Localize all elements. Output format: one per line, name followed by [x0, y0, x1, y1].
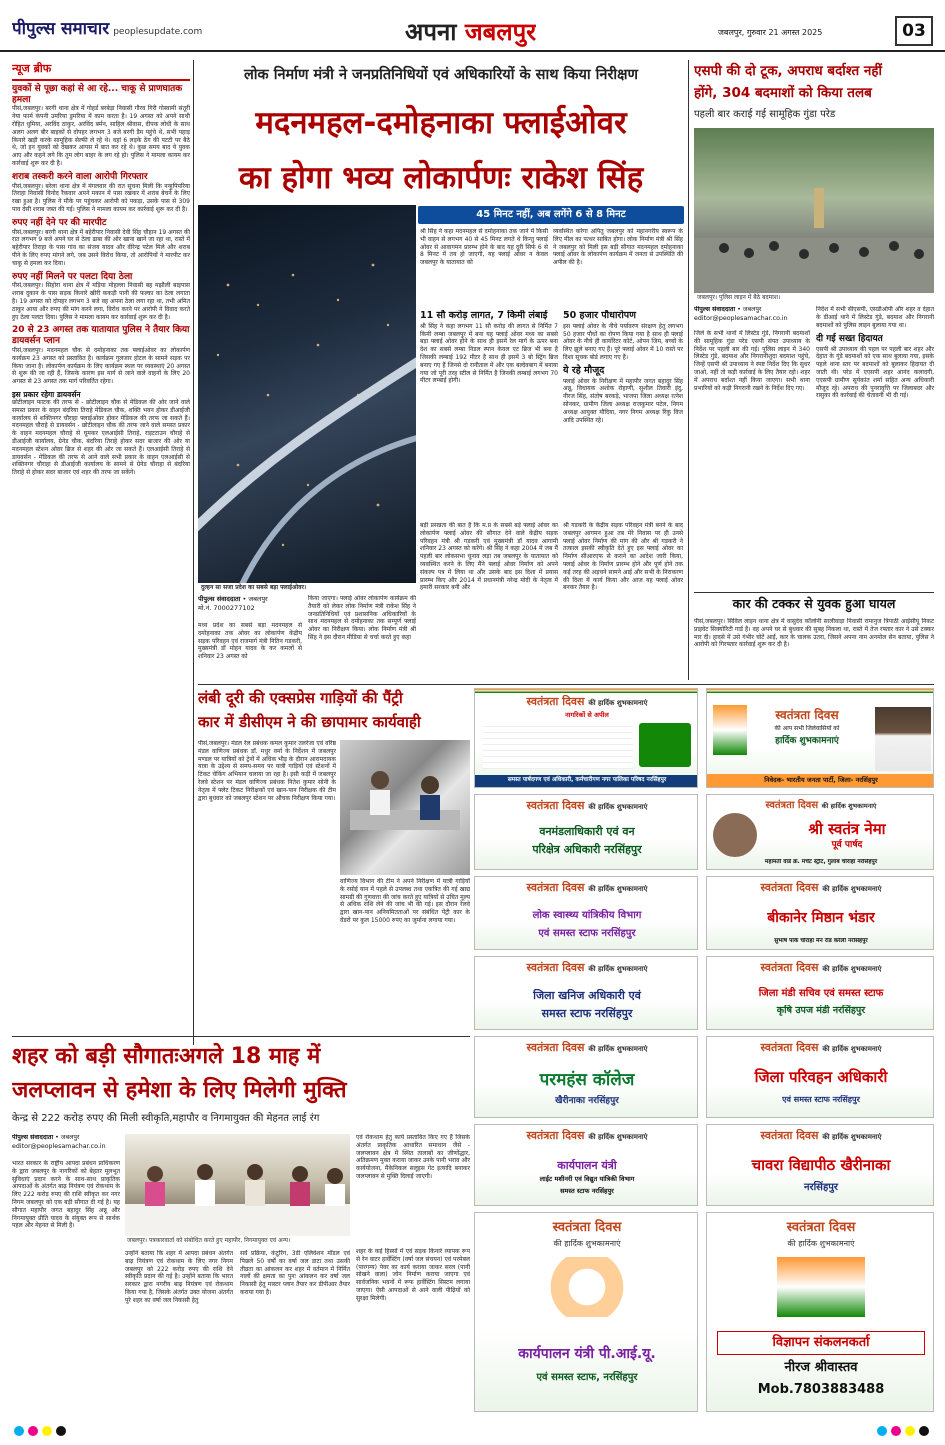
ad14-greeting: की हार्दिक शुभकामनाएं — [787, 1239, 855, 1248]
ad10-greeting: की हार्दिक शुभकामनाएं — [822, 1045, 882, 1053]
ad-swatantra-nema — [706, 794, 934, 870]
ad-mineral — [474, 956, 698, 1030]
ad1-flag-graphic — [639, 723, 691, 767]
column-rule — [688, 60, 689, 680]
lead-byline-city: जबलपुर — [248, 595, 268, 603]
ad14-heading-text: स्वतंत्रता दिवस — [786, 1220, 856, 1235]
ad2-leader-photo — [875, 707, 931, 771]
ad4-footer: महामती वार्ड क्र. मर्चेंट स्ट्रीट, गुलाब चौराहा नरसिंहपुर — [764, 859, 878, 866]
ad8-heading — [711, 961, 931, 976]
ad13-heading-text: स्वतंत्रता दिवस — [552, 1220, 622, 1235]
section-title — [405, 16, 536, 48]
ad1-subtitle: नागरिकों से अपील — [565, 711, 609, 719]
flood-byline: पीपुल्स संवाददाता — [12, 1134, 54, 1141]
ad2-heading: स्वतंत्रता दिवस — [775, 708, 839, 722]
ad14-name: नीरज श्रीवास्तव — [784, 1360, 858, 1375]
lead-intro-2: व्यवस्थित करेगा अपितु जबलपुर को महानगरीय स्वरूप के लिए मील का पत्थर साबित होगा। लोक निर्माण मंत्री श्री सिंह ने जबलपुर को मिली इस बड़ी सौगात मदनमहल दमोहनाका फ्लाई ओवर के लोकार्पण कार्यक्रम में जनता से उपस्थिति की अपील की है। — [553, 228, 683, 267]
ad-rto — [706, 1036, 934, 1118]
brief-3-body: पीसं,जबलपुर। बरगी थाना क्षेत्र में बहेरीपार निवासी देवी सिंह चौहान 19 अगस्त की रात लगभग 9 बजे अपने घर से ठेला ढाबा की ओर खाना खाने जा रहा था, रास्ते में बहेरीपार तिराहा के पास गांव का संजय यादव और वीरेन्द्र पटेल मिले और शराब पीने के लिए रुपए मांगने लगे, जब उसने विरोध किया, तो आरोपियों ने मारपीट कर चाकू से हमला कर दिया। — [12, 228, 190, 267]
black-mark — [56, 1426, 66, 1436]
sp-headline-2: होंगे, 304 बदमाशों को किया तलब — [694, 85, 872, 101]
flood-subhead: केन्द्र से 222 करोड़ रुपए की मिली स्वीकृति,महापौर व निगमायुक्त की मेहनत लाई रंग — [12, 1113, 320, 1124]
ad1-heading-text: स्वतंत्रता दिवस — [526, 695, 585, 708]
ad4-greeting: की हार्दिक शुभकामनाएं — [821, 802, 877, 810]
ad3-heading-text: स्वतंत्रता दिवस — [526, 799, 585, 812]
ad12-greeting: की हार्दिक शुभकामनाएं — [822, 1133, 882, 1141]
ad13-greeting: की हार्दिक शुभकामनाएं — [553, 1239, 621, 1248]
yellow-mark — [905, 1426, 915, 1436]
accident-headline: कार की टक्कर से युवक हुआ घायल — [732, 596, 896, 611]
ad9-place: खैरीनाका नरसिंहपुर — [555, 1096, 619, 1106]
flood-headline-2: जलप्लावन से हमेशा के लिए मिलेगी मुक्ति — [12, 1078, 347, 1103]
ad12-name: चावरा विद्यापीठ खैरीनाका — [751, 1156, 891, 1174]
ad4-name: श्री स्वतंत्र नेमा — [808, 820, 886, 838]
ad13-line1: कार्यपालन यंत्री पी.आई.यू. — [518, 1346, 656, 1362]
ad1-greeting: की हार्दिक शुभकामनाएं — [588, 699, 648, 707]
lead-sub2-head: 50 हजार पौधारोपण — [563, 310, 637, 321]
ad8-line2: कृषि उपज मंडी नरसिंहपुर — [776, 1005, 866, 1016]
section-rule — [198, 684, 934, 685]
sp-subhead: पहली बार कराई गई सामूहिक गुंडा परेड — [694, 109, 836, 120]
registration-marks — [0, 1422, 945, 1445]
parade-illustration — [694, 128, 934, 303]
ad10-line2: एवं समस्त स्टाफ नरसिंहपुर — [782, 1095, 860, 1104]
yellow-mark — [42, 1426, 52, 1436]
ad12-heading — [711, 1129, 931, 1144]
press-illustration — [125, 1134, 350, 1246]
brief-1-head: युवकों से पूछा कहां से आ रहे... चाकू से प्राणघातक हमला — [12, 83, 183, 105]
ad7-greeting: की हार्दिक शुभकामनाएं — [588, 965, 648, 973]
sp-col-b-box — [816, 306, 934, 592]
ad14-title: विज्ञापन संकलनकर्ता — [717, 1331, 925, 1355]
column-rule — [193, 60, 194, 1045]
flood-col-c: सर्वे प्रक्रिया, कंटूरिंग, 3डी एलिवेशन मॉडल एवं पिछले 50 वर्षों का वर्षा जल डाटा तथा उसकी तीव्रता का आंकलन कर शहर में वर्तमान में निर्मित नालों की क्षमता का पुनः आंकलन कर वर्षा जल निकासी हेतु मास्टर प्लान तैयार कर डीपीआर तैयार कराया गया है। — [240, 1250, 350, 1296]
ad7-line2: समस्त स्टाफ नरसिंहपुर — [541, 1007, 633, 1020]
brief-5-head: 20 से 23 अगस्त तक यातायात पुलिस ने तैयार किया डायवर्सन प्लान — [12, 325, 190, 347]
lead-byline: पीपुल्स संवाददाता — [198, 595, 241, 603]
lead-col-a: मध्य प्रदेश का सबसे बड़ा मदनमहल से दमोहनाका तक ओवर का लोकार्पण केंद्रीय सड़क परिवहन एवं राजमार्ग मंत्री नितिन गडकरी, मुख्यमंत्री डॉ मोहन यादव के कर कमलों से शनिवार 23 अगस्त को — [198, 622, 302, 661]
ad-forest — [474, 794, 698, 870]
ad5-heading-text: स्वतंत्रता दिवस — [526, 881, 585, 894]
ad6-greeting: की हार्दिक शुभकामनाएं — [822, 885, 882, 893]
ad5-greeting: की हार्दिक शुभकामनाएं — [588, 885, 648, 893]
flyover-illustration — [198, 205, 416, 593]
brief-2-head: शराब तस्करी करने वाला आरोपी गिरफ्तार — [12, 171, 148, 182]
lead-mobile: मो.नं. 7000277102 — [198, 603, 255, 612]
ad13-emblem — [535, 1257, 639, 1317]
ad8-heading-text: स्वतंत्रता दिवस — [760, 961, 819, 974]
sp-col-b: निर्देश में सभी सीएसपी, एसडीओपी और शहर व देहात के डीआई थाने में लिस्टेड गुंडे, बदमाश और निगरानी बदमाशों को पुलिस लाइन बुलाया गया था। — [816, 306, 934, 329]
lead-byline-box: पीपुल्स संवाददाता • जबलपुर मो.नं. 7000277102 — [198, 595, 268, 612]
lead-sub3-body: फ्लाई ओवर के निरीक्षण में महापौर जगत बहादुर सिंह अन्नू, विधायक अशोक रोहाणी, सुशील तिवारी इंदु, नीरज सिंह, संतोष बरकड़े, भाजपा जिला अध्यक्ष रत्नेश सोनकर, ग्रामीण जिला अध्यक्ष राजकुमार पटेल, निगम अध्यक्ष आयुक्त मौदिया, नगर निगम अध्यक्ष रिंकु विज आदि उपस्थित रहे। — [563, 377, 683, 424]
flood-col-b: उन्होंने बताया कि शहर में आपदा प्रबंधन अंतर्गत बाढ़ नियंत्रण एवं रोकथाम के लिए नगर निगम जबलपुर को 222 करोड़ रुपए की राशि देने स्वीकृति प्रदान की गई है। उन्होंने बताया कि भारत सरकार द्वारा नगरीय बाढ़ नियंत्रण एवं रोकथाम किया गया है, जिसके अंतर्गत उक्त योजना अंतर्गत पूरे शहर का वर्षा जल निकासी हेतु — [125, 1250, 233, 1304]
brief-4-head: रुपए नहीं मिलने पर पलटा दिया ठेला — [12, 271, 133, 282]
brief-6-head: इस प्रकार रहेगा डायवर्सन — [12, 389, 81, 399]
brief-2-body: पीसं,जबलपुर। बरेला थाना क्षेत्र में मंगलवार की रात सूचना मिली कि नन्हुपिपरिया तिराहा निवासी विनोद रैकवार अपने मकान में पास रखकर में शराब बेचने के लिए रखा हुआ है। पुलिस ने मौके पर पहुंचकर आरोपी को पकड़ा, उसके पास से 309 पाव देसी शराब जब्त की गई। पुलिस ने मामला कायम कर कार्रवाई शुरू कर दी है। — [12, 182, 190, 213]
brief-4-body: पीसं,जबलपुर। सिहोरा थाना क्षेत्र में मड़िया मोहल्ला निवासी बह मझौली बाइपास शराब दुकान के पास सड़क किनारे खीरी ककड़ी पानी की फल्का का ठेला लगाता है। 19 अगस्त को दोपहर लगभग 3 बजे वह अपना ठेला लगा रहा था, तभी अमित ठाकुर आया और रुपए की मांग करने लगा, विरोध करने पर आरोपी ने विवाद करते हुए ठेला पलटा दिया। पुलिस ने मामला कायम कर कार्रवाई शुरू कर दी है। — [12, 282, 190, 321]
ad-collector — [706, 1212, 934, 1412]
ad9-heading-text: स्वतंत्रता दिवस — [526, 1041, 585, 1054]
sp-headline-1: एसपी की दो टूक, अपराध बर्दाश्त नहीं — [694, 63, 883, 79]
news-brief-column — [12, 62, 190, 1054]
ad8-line1: जिला मंडी सचिव एवं समस्त स्टाफ — [758, 988, 884, 999]
ad11-heading-text: स्वतंत्रता दिवस — [526, 1129, 585, 1142]
flood-byline-box: पीपुल्स संवाददाता • जबलपुर editor@peoplesamachar.co.in — [12, 1134, 106, 1150]
ad2-flag-icon — [713, 705, 747, 755]
ad-mandi — [706, 956, 934, 1030]
ad2-line2: हार्दिक शुभकामनाएं — [775, 736, 839, 746]
railway-headline-2: कार में डीसीएम ने की छापामार कार्यवाही — [198, 713, 421, 731]
page-number: 03 — [895, 16, 933, 46]
pantry-car-photo — [340, 740, 470, 875]
ad1-appeal-list — [483, 721, 633, 769]
ad-piu — [474, 1212, 698, 1412]
dateline: जबलपुर, गुरुवार 21 अगस्त 2025 — [718, 28, 823, 37]
lead-strap: 45 मिनट नहीं, अब लगेंगे 6 से 8 मिनट — [418, 206, 684, 224]
ad3-greeting: की हार्दिक शुभकामनाएं — [588, 803, 648, 811]
sp-sub-body: एसपी श्री उपाध्याय की पहल पर पहली बार शहर और देहात के गुंडे बदमाशों को एक साथ बुलाया गया, इसके पहले थाना स्तर पर बदमाशों को बुलाकर हिदायत दी जाती थी। परेड में एएसपी शहर आनंद कलादगी, एएसपी ग्रामीण सूर्यकांत शर्मा सहित अन्य अधिकारी मौजूद रहे। अपराध की पुनरावृत्ति पर जिलाबदर और रासुका की कार्रवाई की चेतावनी भी दी गई। — [816, 345, 934, 400]
ad10-heading-text: स्वतंत्रता दिवस — [760, 1041, 819, 1054]
ad5-line1: लोक स्वास्थ्य यांत्रिकीय विभाग — [532, 910, 642, 921]
railway-headline-1: लंबी दूरी की एक्सप्रेस गाड़ियों की पैंट्री — [198, 689, 403, 707]
ad-light-machinery — [474, 1124, 698, 1206]
ad6-heading-text: स्वतंत्रता दिवस — [760, 881, 819, 894]
section-rule — [12, 1036, 470, 1037]
section-prefix: अपना — [405, 18, 457, 46]
ad-nagarpalika — [474, 688, 698, 788]
ad3-line1: वनमंडलाधिकारी एवं वन — [539, 825, 635, 838]
pantry-illustration — [340, 740, 470, 875]
logo-text: पीपुल्स समाचार — [12, 19, 110, 39]
ad11-line3: समस्त स्टाफ नरसिंहपुर — [560, 1187, 614, 1195]
ad-bjp — [706, 688, 934, 788]
website-link[interactable]: peoplesupdate.com — [113, 27, 203, 37]
flood-photo-caption: जबलपुर। पत्रकारवार्ता को संबोधित करते हुए महापौर, निगमायुक्त एवं अन्य। — [125, 1236, 350, 1246]
lead-headline-1: मदनमहल-दमोहनाका फ्लाईओवर — [255, 105, 627, 141]
sp-email[interactable]: editor@peoplesamachar.co.in — [694, 314, 788, 322]
ad3-heading — [479, 799, 695, 814]
flood-col-a: भारत सरकार के राष्ट्रीय आपदा प्रबंधन प्राधिकरण के द्वारा जबलपुर के नागरिकों को बेहतर मूलभूत सुविधाएं प्रदान करने के साथ-साथ प्राकृतिक आपदाओं के अंतर्गत बाढ़ नियंत्रण एवं रोकथाम के लिए 222 करोड़ रुपए की राशि स्वीकृत कर नगर निगम जबलपुर को एक बड़ी सौगात दी गई है। यह सौगात महापौर जगत बहादुर सिंह अन्नू और निगमायुक्त प्रीति यादव के संयुक्त रूप से सार्थक पहल और मेहनत से मिली है। — [12, 1160, 120, 1230]
ad9-heading — [479, 1041, 695, 1056]
section-name: जबलपुर — [464, 18, 537, 46]
ad10-heading — [711, 1041, 931, 1056]
gunda-parade-photo — [694, 128, 934, 303]
flood-col-e: शहर के कई हिस्सों में एवं सड़क किनारे व्यापक रूप से रेन वाटर हार्वेस्टिंग (वर्षा जल संचयन) एवं परमेबल (पारगम्य) पेवर का कार्य कराया जाकर सरल (पानी सोखने वाला) जोन निर्माण कराया जाएगा एवं सार्वजनिक भवनों में रूफ हार्वेस्टिंग सिस्टम लगाया जाएगा। ऐसी आपदाओं से आने वाली पीढ़ियों को सुरक्षा मिलेगी। — [356, 1248, 470, 1302]
cyan-mark — [877, 1426, 887, 1436]
ad8-greeting: की हार्दिक शुभकामनाएं — [822, 965, 882, 973]
ad4-title: पूर्व पार्षद — [831, 840, 863, 850]
ad14-flag-graphic — [777, 1257, 865, 1317]
ad9-name: परमहंस कॉलेज — [539, 1070, 635, 1090]
ad-bikaner — [706, 876, 934, 950]
lead-subsection-cost — [420, 310, 558, 518]
lead-col-b: किया जाएगा। फ्लाई ओवर लोकार्पण कार्यक्रम की तैयारी को लेकर लोक निर्माण मंत्री राकेश सिंह ने जनप्रतिनिधियों एवं प्रशासनिक अधिकारियों के साथ मदनमहल से दमोहनाका तक सम्पूर्ण फ्लाई ओवर का निरीक्षण किया। लोक निर्माण मंत्री श्री सिंह ने इस दौरान मीडिया से चर्चा करते हुए कहा — [308, 595, 416, 641]
flood-headline-1: शहर को बड़ी सौगातःअगले 18 माह में — [12, 1044, 321, 1069]
brief-5-body: पीसं,जबलपुर। मदनमहल चौक से दमोहनाका तक फ्लाईओवर का लोकार्पण कार्यक्रम 23 अगस्त को प्रस्तावित है। कार्यक्रम गुलजार होटल के सामने सड़क पर किया जाना है। लोकार्पण कार्यक्रम के लिए कार्यक्रम स्थल पर व्यवस्थाएं 20 अगस्त से शुरू की जा रही हैं, जिसके कारण इस मार्ग से जाने वाले वाहनों के लिए 20 अगस्त से 23 अगस्त तक मार्ग परिवर्तित रहेगा। — [12, 346, 190, 386]
section-rule — [694, 592, 934, 593]
ad9-greeting: की हार्दिक शुभकामनाएं — [588, 1045, 648, 1053]
ad4-heading — [711, 799, 931, 813]
ad6-footer: सुभाष पार्क चौराहा मेन रोड करेली नरसिंहपुर — [774, 938, 868, 945]
ad12-heading-text: स्वतंत्रता दिवस — [760, 1129, 819, 1142]
ad2-line1: की आप सभी जिलेवासियों को — [774, 725, 840, 732]
ad-chavara — [706, 1124, 934, 1206]
ad5-line2: एवं समस्त स्टाफ नरसिंहपुर — [538, 928, 636, 939]
lead-sub3-head: ये रहे मौजूद — [563, 364, 605, 376]
brief-1-body: पीसं,जबलपुर। बरगी थाना क्षेत्र में गोहर्ड बरबेड़ा निवासी गौरव गिरी गोस्वामी संतूरी नेया फार्म कंपनी उमरिया डुमरिया में काम करता है। 19 अगस्त को अपने साथी रोहित धुमिया, अरविंद ठाकुर, अरविंद बर्मन, साहिल श्रीवास, दीपक लोधी के साथ अलग अलग बीर बाइकों से दोपहर लगभग 3 बजे बरगी डैम पहुंचे थे, सभी पहाड़ किनारे खड़ी करके सामूहिक सेल्फी ले रहे थे। वहां 6 लड़के ठेंग की पटटी पर बैठे थे, जो इन युवकों को देखकर आपस में बात कर रहे थे। कुछ समय बाद ये युवक आए और कहने लगे कि तुम लोग बाहर के लग रहे हो। पुलिस ने मामला कायम कर कार्रवाई शुरू कर दी है। — [12, 105, 190, 168]
press-conference-photo — [125, 1134, 350, 1246]
cyan-mark — [14, 1426, 24, 1436]
sp-col-a: जिले के सभी थानों में लिस्टेड गुंडे, निगरानी बदमाशों की सामूहिक गुंडा परेड एसपी संपत उपाध्याय के निर्देश पर पहली बार की गई। पुलिस लाइन में 340 लिस्टेड गुंडे, बदमाश और निगरानीशुदा बदमाश पहुंचे, जिन्हें एसपी श्री उपाध्याय ने स्पष्ट निर्देश दिए कि सुधर जाओ, नहीं तो कड़ी कार्रवाई के लिए तैयार रहो। शहर में अपराध बर्दाश्त नहीं किया जाएगा। सभी थाना प्रभारियों को कड़ी निगरानी रखने के निर्देश दिए गए। — [694, 330, 810, 392]
ad1-footer: समस्त पार्षदगण एवं अधिकारी, कर्मचारीगण नगर पालिका परिषद नरसिंहपुर — [475, 775, 698, 787]
lead-kicker: लोक निर्माण मंत्री ने जनप्रतिनिधियों एवं अधिकारियों के साथ किया निरीक्षण — [243, 67, 639, 83]
flood-byline-city: जबलपुर — [60, 1134, 80, 1141]
ad7-line1: जिला खनिज अधिकारी एवं — [533, 989, 641, 1002]
flyover-night-photo — [198, 205, 416, 593]
ad10-name: जिला परिवहन अधिकारी — [754, 1068, 888, 1086]
ad14-mobile[interactable]: Mob.7803883488 — [757, 1382, 885, 1397]
magenta-mark — [891, 1426, 901, 1436]
lead-col-d: श्री गडकरी के केंद्रीय सड़क परिवहन मंत्री बनने के बाद जबलपुर आगमन हुआ तब मेरे निवास पर ही उनसे फ्लाई ओवर निर्माण की मांग की और श्री गडकरी ने तत्काल इसकी स्वीकृति देते हुए इस फ्लाई ओवर का निर्माण सीआरएफ से कराने का आदेश जारी किया, फ्लाई ओवर के निर्माण प्रारम्भ होने और पूर्ण होने तक कई तरह की अड़चने सामने आई और सभी के निराकरण की दिशा में कार्य किया और आज यह फ्लाई ओवर बनकर तैयार है। — [563, 522, 683, 592]
tricolor-strip — [475, 689, 698, 693]
sp-sub-head: दी गई सख्त हिदायत — [816, 334, 883, 345]
ad6-name: बीकानेर मिष्ठान भंडार — [767, 910, 875, 926]
lead-headline-2: का होगा भव्य लोकार्पणः राकेश सिंह — [238, 160, 644, 196]
lead-photo-caption: दुल्हन सा सजा प्रदेश का सबसे बड़ा फ्लाईओवर। — [198, 583, 416, 593]
lead-sub1-head: 11 सौ करोड़ लागत, 7 किमी लंबाई — [420, 310, 548, 321]
ad4-heading-text: स्वतंत्रता दिवस — [765, 800, 819, 811]
lead-sub2-body: इस फ्लाई ओवर के नीचे पर्यावरण संरक्षण हेतु लगभग 50 हजार पौधों का रोपण किया गया है साथ ही फ्लाई ओवर के नीचे ही कार्योरेटर कोर्ट, ओपन जिम, बच्चों के लिए झूले बनाए गए हैं। पूरे फ्लाई ओवर में 10 रास्ते पर दिशा सूचक बोर्ड लगाए गए हैं। — [563, 322, 683, 361]
news-brief-label: न्यूज ब्रीफ — [12, 62, 190, 81]
ad14-heading — [711, 1219, 931, 1237]
ad5-heading — [479, 881, 695, 896]
ad1-heading — [479, 695, 695, 710]
masthead — [0, 0, 945, 52]
accident-body: पीसं,जबलपुर। सिविल लाइन थाना क्षेत्र में वासुदेव कॉलोनी सालीवाड़ा निवासी रामानुज त्रिपाठी आईसीयू निकट प्राइवेट सिक्योरिटी गार्ड है। वह अपने घर से बुधवार की सुबह निकला था, रास्ते में तेज रफ्तार कार ने उसे टक्कर मार दी। हादसे में उसे गंभीर चोटें आईं, कार के चालक उतरा, जिसने अपना नाम अनमोल सेन बताया, पुलिस ने आरोपी को गिरफ्तार कार्रवाई शुरू कर दी है। — [694, 618, 934, 649]
sp-byline-box: पीपुल्स संवाददाता • जबलपुर editor@peoplesamachar.co.in — [694, 306, 788, 322]
ad2-footer: निवेदक- भारतीय जनता पार्टी, जिला- नरसिंहपुर — [707, 774, 934, 787]
ad13-heading — [479, 1219, 695, 1237]
sp-photo-caption: जबलपुर। पुलिस लाइन में बैठे बदमाश। — [694, 293, 934, 303]
ad4-portrait — [713, 813, 757, 857]
ad7-heading — [479, 961, 695, 976]
lead-col-c: बड़ी प्रसन्नता की बात है कि म.प्र के सबसे बड़े फ्लाई ओवर का लोकार्पण फ्लाई ओवर की सौगात देने वाले केंद्रीय सड़क परिवहन मंत्री श्री गडकरी एवं मुख्यमंत्री डॉ यादव आगामी शनिवार 23 अगस्त को करेंगे। श्री सिंह ने कहा 2004 में जब मैं पहली बार लोकसभा चुनाव लड़ा तब जबलपुर के यातायात को व्यवस्थित करने के लिए मैंने फ्लाई ओवर निर्माण को अपने संकल्प पत्र में लिया था और उसके बाद इस दिशा में प्रयास प्रारम्भ किए और 2014 में प्रधानमंत्री नरेन्द्र मोदी के नेतृत्व में हमारी सरकार बनी और — [420, 522, 558, 592]
ad11-heading — [479, 1129, 695, 1144]
ad12-place: नरसिंहपुर — [803, 1182, 839, 1193]
railway-body-b: वाणिज्य विभाग की टीम ने अपने निरीक्षण में यात्री गाड़ियों के रसोई यान में पहले से उपलब्ध तथा एकत्रित की गई खाद्य सामग्री की गुणवत्ता की जांच करते हुए यात्रियों से उचित मूल्य से अधिक राशि लेने की जांच भी की गई। इस दौरान रेलवे द्वारा खान-पान अनियमितताओं पर संबंधित पेंट्री कार के वेंडरों पर कुल 15000 रुपए का जुर्माना लगाया गया। — [340, 878, 470, 924]
ad11-greeting: की हार्दिक शुभकामनाएं — [588, 1133, 648, 1141]
ad-phe — [474, 876, 698, 950]
sp-byline-city: जबलपुर — [742, 306, 762, 313]
brief-6-body: छोटीलाइन फाटक की तरफ से - छोटीलाइन चौक से मेडिकल की ओर जाने वाले समस्त प्रकार के वाहन बंदरिया तिराहे मेडिकल चौक, शक्ति भवन होकर डीआईजी कार्यालय से शक्तिनगर चौराहा फ्लाईओवर होकर मेडिकल की तरफ जा सकते हैं। मदनमहल चौराहे से डायवर्सन - छोटीलाइन चौक की तरफ जाने वाले समस्त प्रकार के वाहन मदनमहल चौराहे से घूमकर एलआईसी तिराहे, राइटटाउन चौराहे से डीआईजी कार्यालय, ग्रेनेड चौक, बंदरिया तिराहे होकर सदर बाजार की ओर या मदनमहल स्टेशन ओवर ब्रिज से शहर की ओर जा सकते हैं। एलआईसी तिराहे से डायवर्सन - मेडिकल की तरफ से आने वाले सभी प्रकार के वाहन एलआईसी से शक्तिनगर चौराहा से डीआईजी कार्यालय के सामने से ग्रेनेड चौराहा से बंदरिया तिराहे से होकर सदर बाजार एवं शहर की तरफ जा सकेंगे। — [12, 398, 190, 477]
ad13-line2: एवं समस्त स्टाफ, नरसिंहपुर — [536, 1372, 638, 1383]
lead-subsection-plants — [563, 310, 683, 518]
ad11-line2: लाईट मशीनरी एवं विद्युत यांत्रिकी विभाग — [539, 1175, 635, 1183]
ad3-line2: परिक्षेत्र अधिकारी नरसिंहपुर — [532, 843, 642, 856]
sp-byline: पीपुल्स संवाददाता — [694, 306, 736, 313]
flood-email[interactable]: editor@peoplesamachar.co.in — [12, 1142, 106, 1150]
lead-sub1-body: श्री सिंह ने कहा लगभग 11 सौ करोड़ की लागत से निर्मित 7 किमी लम्बा जबलपुर में बना यह फ्लाई ओवर मध्य का सबसे बड़ा फ्लाई ओवर होने के साथ ही इसमें रेल मार्ग के ऊपर बना देश का सबसे लम्बा निडल स्पान केवल एट ब्रिज भी बना है जिसकी लम्बाई 192 मीटर है साथ ही इसमें 3 बो स्ट्रिंग ब्रिज बनाए गए हैं जिनसे दो रानीताल में और एक बल्देवबाग में बनाया गया जो पूरी तरह स्टील से निर्मित है जिनकी लम्बाई लगभग 70 मीटर लम्बाई होगी। — [420, 322, 558, 385]
brief-3-head: रुपए नहीं देने पर की मारपीट — [12, 217, 107, 228]
railway-body-a: पीसं,जबलपुर। मंडल रेल प्रबंधक कमल कुमार तलरेजा एवं वरिष्ठ मंडल वाणिज्य प्रबंधक डॉ. मधुर वर्मा के निर्देशन में जबलपुर मण्डल पर यात्रियों को ट्रेनों में अधिक भीड़ के दौरान आरामदायक यात्रा के उद्देश्य से समय-समय पर यात्री गाड़ियों एवं स्टेशनों में टिकट चेकिंग अभियान चलाया जा रहा है। इसी कड़ी में जबलपुर रेलवे स्टेशन पर मंडल वाणिज्य प्रबंधक नितेश कुमार सोनी के नेतृत्व में फ्लेट टिकट निरीक्षकों एवं खान-पान निरीक्षक की टीम द्वारा बुधवार को जबलपुर स्टेशन पर औचक निरीक्षण किया गया। — [198, 740, 336, 802]
ad6-heading — [711, 881, 931, 896]
tricolor-strip — [707, 689, 934, 693]
lead-intro-1: श्री सिंह ने कहा मदनमहल से दमोहनाका तक जाने में किसी भी वाहन से लगभग 40 से 45 मिनट लगते थे किन्तु फ्लाई ओवर से आवागमन प्रारम्भ होने के बाद यह दूरी सिर्फ 6 से 8 मिनट में तय हो जाएगी, यह फ्लाई ओवर न केवल जबलपुर के यातायात को — [420, 228, 548, 267]
ad11-line1: कार्यपालन यंत्री — [557, 1159, 617, 1172]
magenta-mark — [28, 1426, 38, 1436]
ad-paramhans — [474, 1036, 698, 1118]
ad7-heading-text: स्वतंत्रता दिवस — [526, 961, 585, 974]
newspaper-logo — [12, 18, 202, 41]
black-mark — [919, 1426, 929, 1436]
flood-col-d: एवं रोकथाम हेतु कार्य प्रस्तावित किए गए हैं जिसके अंतर्गत प्राकृतिक आधारित समाधान जैसे - जलप्लावन क्षेत्र में स्थित तालाबों का जीर्णोद्धार, अतिक्रमण मुक्त कराया जाकर उनके पानी भराव और कार्ययोजना, मैकेनिकल सलूइस गेट इत्यादि बनाकर जलप्लावन से मुक्ति दिलाई जाएगी। — [356, 1134, 470, 1180]
